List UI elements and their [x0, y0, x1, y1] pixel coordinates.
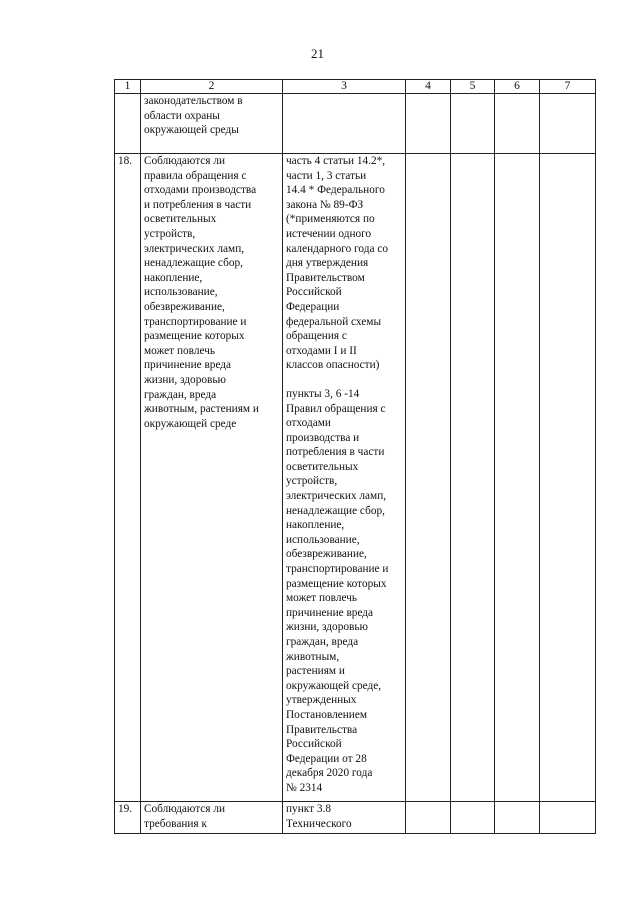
empty-cell	[495, 154, 540, 802]
empty-cell	[451, 154, 495, 802]
empty-cell	[540, 154, 596, 802]
column-header: 3	[283, 80, 406, 94]
checklist-table	[114, 79, 596, 834]
table-row	[115, 154, 596, 802]
column-header: 2	[141, 80, 283, 94]
empty-cell	[451, 802, 495, 834]
empty-cell	[406, 802, 451, 834]
question-cell: Соблюдаются ли требования к	[141, 802, 283, 834]
empty-cell	[495, 802, 540, 834]
page-number: 21	[311, 46, 324, 61]
question-cell: Соблюдаются ли правила обращения с отходами производства и потребления в части осветительных устройств, электрических ламп, ненадлежащие сбор, накопление, использование, обезвреживание, транспортирование и размещение которых может повлечь причинение вреда жизни, здоровью граждан, вреда животным, растениям и окружающей среде	[141, 154, 283, 802]
empty-cell	[540, 94, 596, 154]
table-row	[115, 802, 596, 834]
column-header: 4	[406, 80, 451, 94]
requirement-cell	[283, 94, 406, 154]
row-number: 19.	[115, 802, 141, 834]
table-row	[115, 94, 596, 154]
requirement-cell	[283, 154, 406, 802]
empty-cell	[540, 802, 596, 834]
row-number: 18.	[115, 154, 141, 802]
column-header: 6	[495, 80, 540, 94]
requirement-cell: пункт 3.8 Технического	[283, 802, 406, 834]
row-number	[115, 94, 141, 154]
empty-cell	[495, 94, 540, 154]
requirement-reference-rules: пункты 3, 6 -14 Правил обращения с отходами производства и потребления в части осветительных устройств, электрических ламп, ненадлежащие сбор, накопление, использование, обезвреживание, транспортирование и размещение которых может повлечь причинение вреда жизни, здоровью граждан, вреда животным, растениям и окружающей среде, утвержденных Постановлением Правительства Российской Федерации от 28 декабря 2020 года № 2314	[286, 387, 389, 794]
column-header: 1	[115, 80, 141, 94]
header-row	[115, 80, 596, 94]
column-header: 5	[451, 80, 495, 94]
column-header: 7	[540, 80, 596, 94]
empty-cell	[406, 154, 451, 802]
empty-cell	[406, 94, 451, 154]
question-cell: законодательством в области охраны окружающей среды	[141, 94, 283, 154]
requirement-reference-law: часть 4 статьи 14.2*, части 1, 3 статьи 14.4 * Федерального закона № 89-ФЗ (*применяются по истечении одного календарного года со дня утверждения Правительством Российской Федерации федеральной схемы обращения с отходами I и II классов опасности)	[286, 155, 388, 372]
empty-cell	[451, 94, 495, 154]
